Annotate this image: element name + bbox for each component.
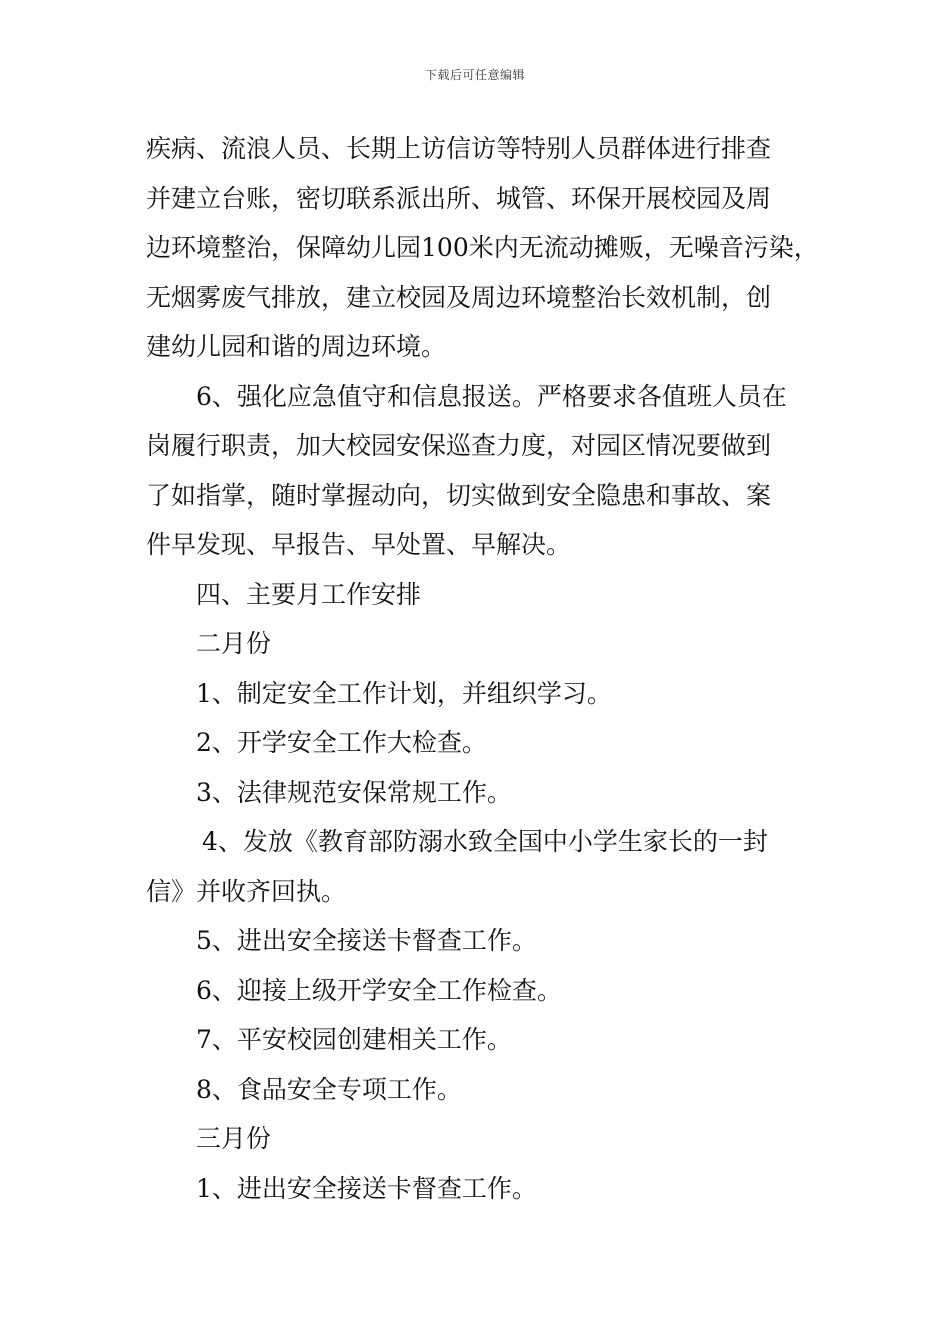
text-line: 无烟雾废气排放，建立校园及周边环境整治长效机制，创 [146, 282, 772, 312]
list-item: 2、开学安全工作大检查。 [196, 728, 487, 757]
text-line: 边环境整治，保障幼儿园100米内无流动摊贩，无噪音污染， [146, 233, 819, 262]
document-body [146, 124, 826, 1213]
list-item: 7、平安校园创建相关工作。 [196, 1025, 512, 1054]
text-line: 疾病、流浪人员、长期上访信访等特别人员群体进行排查 [146, 134, 772, 163]
list-item-continuation: 信》并收齐回执。 [146, 876, 347, 906]
paragraph-start-line: 6、强化应急值守和信息报送。严格要求各值班人员在 [196, 381, 787, 411]
text-line: 并建立台账，密切联系派出所、城管、环保开展校园及周 [146, 183, 772, 213]
list-item: 4、发放《教育部防溺水致全国中小学生家长的一封 [202, 827, 768, 856]
list-item: 1、进出安全接送卡督查工作。 [196, 1173, 537, 1203]
text-line: 岗履行职责，加大校园安保巡查力度，对园区情况要做到 [146, 431, 772, 460]
list-item: 6、迎接上级开学安全工作检查。 [196, 975, 562, 1005]
month-heading: 三月份 [196, 1124, 272, 1153]
list-item: 1、制定安全工作计划，并组织学习。 [196, 678, 612, 708]
list-item: 3、法律规范安保常规工作。 [196, 777, 512, 807]
section-heading: 四、主要月工作安排 [196, 579, 422, 609]
list-item: 8、食品安全专项工作。 [196, 1074, 462, 1104]
text-line: 建幼儿园和谐的周边环境。 [146, 332, 447, 361]
month-heading: 二月份 [196, 629, 272, 658]
list-item: 5、进出安全接送卡督查工作。 [196, 926, 537, 955]
text-line: 了如指掌，随时掌握动向，切实做到安全隐患和事故、案 [146, 480, 772, 510]
page-header: 下载后可任意编辑 [424, 68, 525, 82]
text-line: 件早发现、早报告、早处置、早解决。 [146, 530, 572, 559]
